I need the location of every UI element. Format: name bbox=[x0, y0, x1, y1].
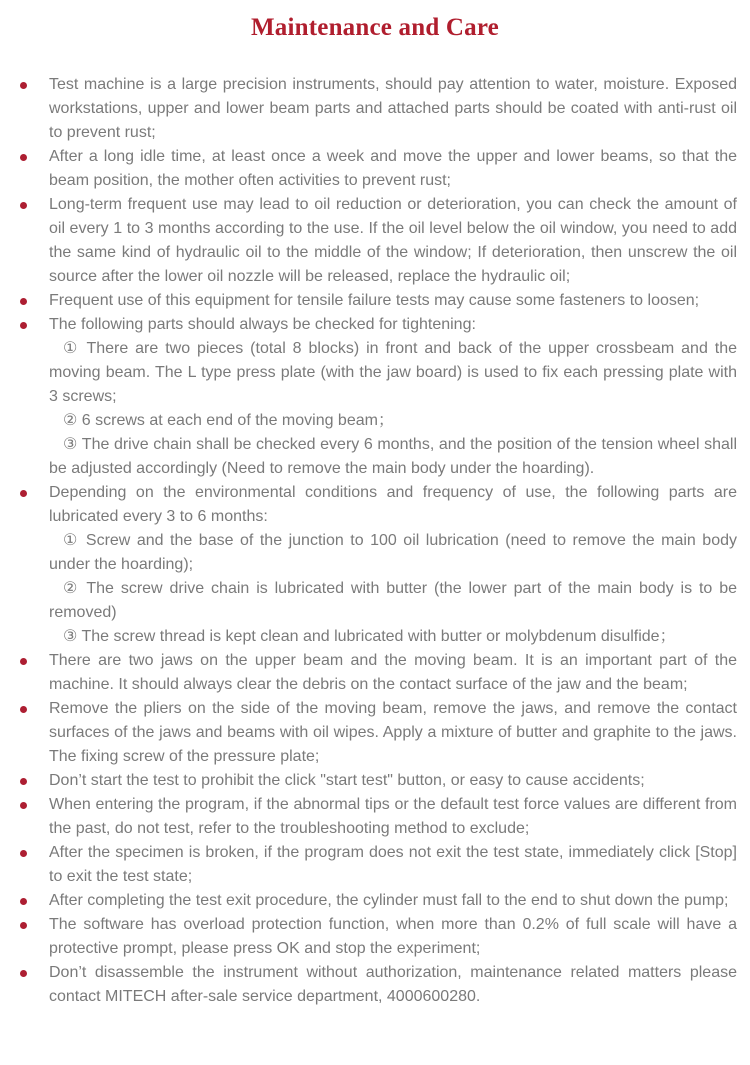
list-item-text: The following parts should always be checked for tightening: bbox=[49, 316, 476, 333]
bullet-icon bbox=[20, 850, 27, 857]
list-item-text: After completing the test exit procedure, the cylinder must fall to the end to shut down the pump; bbox=[49, 892, 729, 909]
list-sub-item-text: ③ The drive chain shall be checked every 6 months, and the position of the tension wheel shall be adjusted accordingly (Need to remove the main body under the hoarding). bbox=[49, 436, 737, 477]
bullet-icon bbox=[20, 82, 27, 89]
list-item bbox=[19, 769, 737, 793]
list-item-text: There are two jaws on the upper beam and the moving beam. It is an important part of the machine. It should always clear the debris on the contact surface of the jaw and the beam; bbox=[49, 652, 737, 693]
list-sub-item bbox=[19, 577, 737, 625]
list-sub-item bbox=[19, 409, 737, 433]
list-item bbox=[19, 889, 737, 913]
list-item-text: After the specimen is broken, if the program does not exit the test state, immediately click [Stop] to exit the test state; bbox=[49, 844, 737, 885]
list-item bbox=[19, 289, 737, 313]
page-title: Maintenance and Care bbox=[251, 14, 499, 41]
list-item-text: Long-term frequent use may lead to oil reduction or deterioration, you can check the amount of oil every 1 to 3 months according to the use. If the oil level below the oil window, you need to add the same kind of hydraulic oil to the middle of the window; If deterioration, then unscrew the oil source after the lower oil nozzle will be released, replace the hydraulic oil; bbox=[49, 196, 737, 285]
list-sub-item-text: ② 6 screws at each end of the moving beam； bbox=[63, 412, 394, 429]
list-item-text: Don’t start the test to prohibit the click "start test" button, or easy to cause accidents; bbox=[49, 772, 645, 789]
bullet-icon bbox=[20, 322, 27, 329]
maintenance-list bbox=[19, 73, 737, 1009]
bullet-icon bbox=[20, 922, 27, 929]
bullet-icon bbox=[20, 298, 27, 305]
list-item bbox=[19, 793, 737, 841]
list-item bbox=[19, 193, 737, 289]
list-item bbox=[19, 697, 737, 769]
list-sub-item-text: ③ The screw thread is kept clean and lubricated with butter or molybdenum disulfide； bbox=[63, 628, 676, 645]
list-sub-item-text: ② The screw drive chain is lubricated with butter (the lower part of the main body is to be removed) bbox=[49, 580, 737, 621]
bullet-icon bbox=[20, 202, 27, 209]
list-item-text: Don’t disassemble the instrument without authorization, maintenance related matters please contact MITECH after-sale service department, 4000600280. bbox=[49, 964, 737, 1005]
list-item-text: When entering the program, if the abnormal tips or the default test force values are different from the past, do not test, refer to the troubleshooting method to exclude; bbox=[49, 796, 737, 837]
list-sub-item bbox=[19, 529, 737, 577]
bullet-icon bbox=[20, 898, 27, 905]
list-sub-item bbox=[19, 433, 737, 481]
list-item bbox=[19, 145, 737, 193]
list-sub-item-text: ① There are two pieces (total 8 blocks) in front and back of the upper crossbeam and the moving beam. The L type press plate (with the jaw board) is used to fix each pressing plate with 3 screws; bbox=[49, 340, 737, 405]
bullet-icon bbox=[20, 154, 27, 161]
bullet-icon bbox=[20, 970, 27, 977]
list-item bbox=[19, 913, 737, 961]
list-item-text: Test machine is a large precision instruments, should pay attention to water, moisture. Exposed workstations, upper and lower beam parts and attached parts should be coated with anti-rust oil to prevent rust; bbox=[49, 76, 737, 141]
list-item-text: After a long idle time, at least once a week and move the upper and lower beams, so that the beam position, the mother often activities to prevent rust; bbox=[49, 148, 737, 189]
list-item-text: Frequent use of this equipment for tensile failure tests may cause some fasteners to loosen; bbox=[49, 292, 700, 309]
bullet-icon bbox=[20, 706, 27, 713]
list-item bbox=[19, 313, 737, 337]
list-sub-item-text: ① Screw and the base of the junction to 100 oil lubrication (need to remove the main body under the hoarding); bbox=[49, 532, 737, 573]
list-item-text: The software has overload protection function, when more than 0.2% of full scale will have a protective prompt, please press OK and stop the experiment; bbox=[49, 916, 737, 957]
list-sub-item bbox=[19, 625, 737, 649]
list-item bbox=[19, 961, 737, 1009]
bullet-icon bbox=[20, 658, 27, 665]
list-item bbox=[19, 649, 737, 697]
list-item-text: Remove the pliers on the side of the moving beam, remove the jaws, and remove the contact surfaces of the jaws and beams with oil wipes. Apply a mixture of butter and graphite to the jaws. The fixing screw of the pressure plate; bbox=[49, 700, 737, 765]
list-item bbox=[19, 481, 737, 529]
list-item bbox=[19, 73, 737, 145]
bullet-icon bbox=[20, 490, 27, 497]
bullet-icon bbox=[20, 802, 27, 809]
list-item-text: Depending on the environmental conditions and frequency of use, the following parts are lubricated every 3 to 6 months: bbox=[49, 484, 737, 525]
list-item bbox=[19, 841, 737, 889]
list-sub-item bbox=[19, 337, 737, 409]
bullet-icon bbox=[20, 778, 27, 785]
